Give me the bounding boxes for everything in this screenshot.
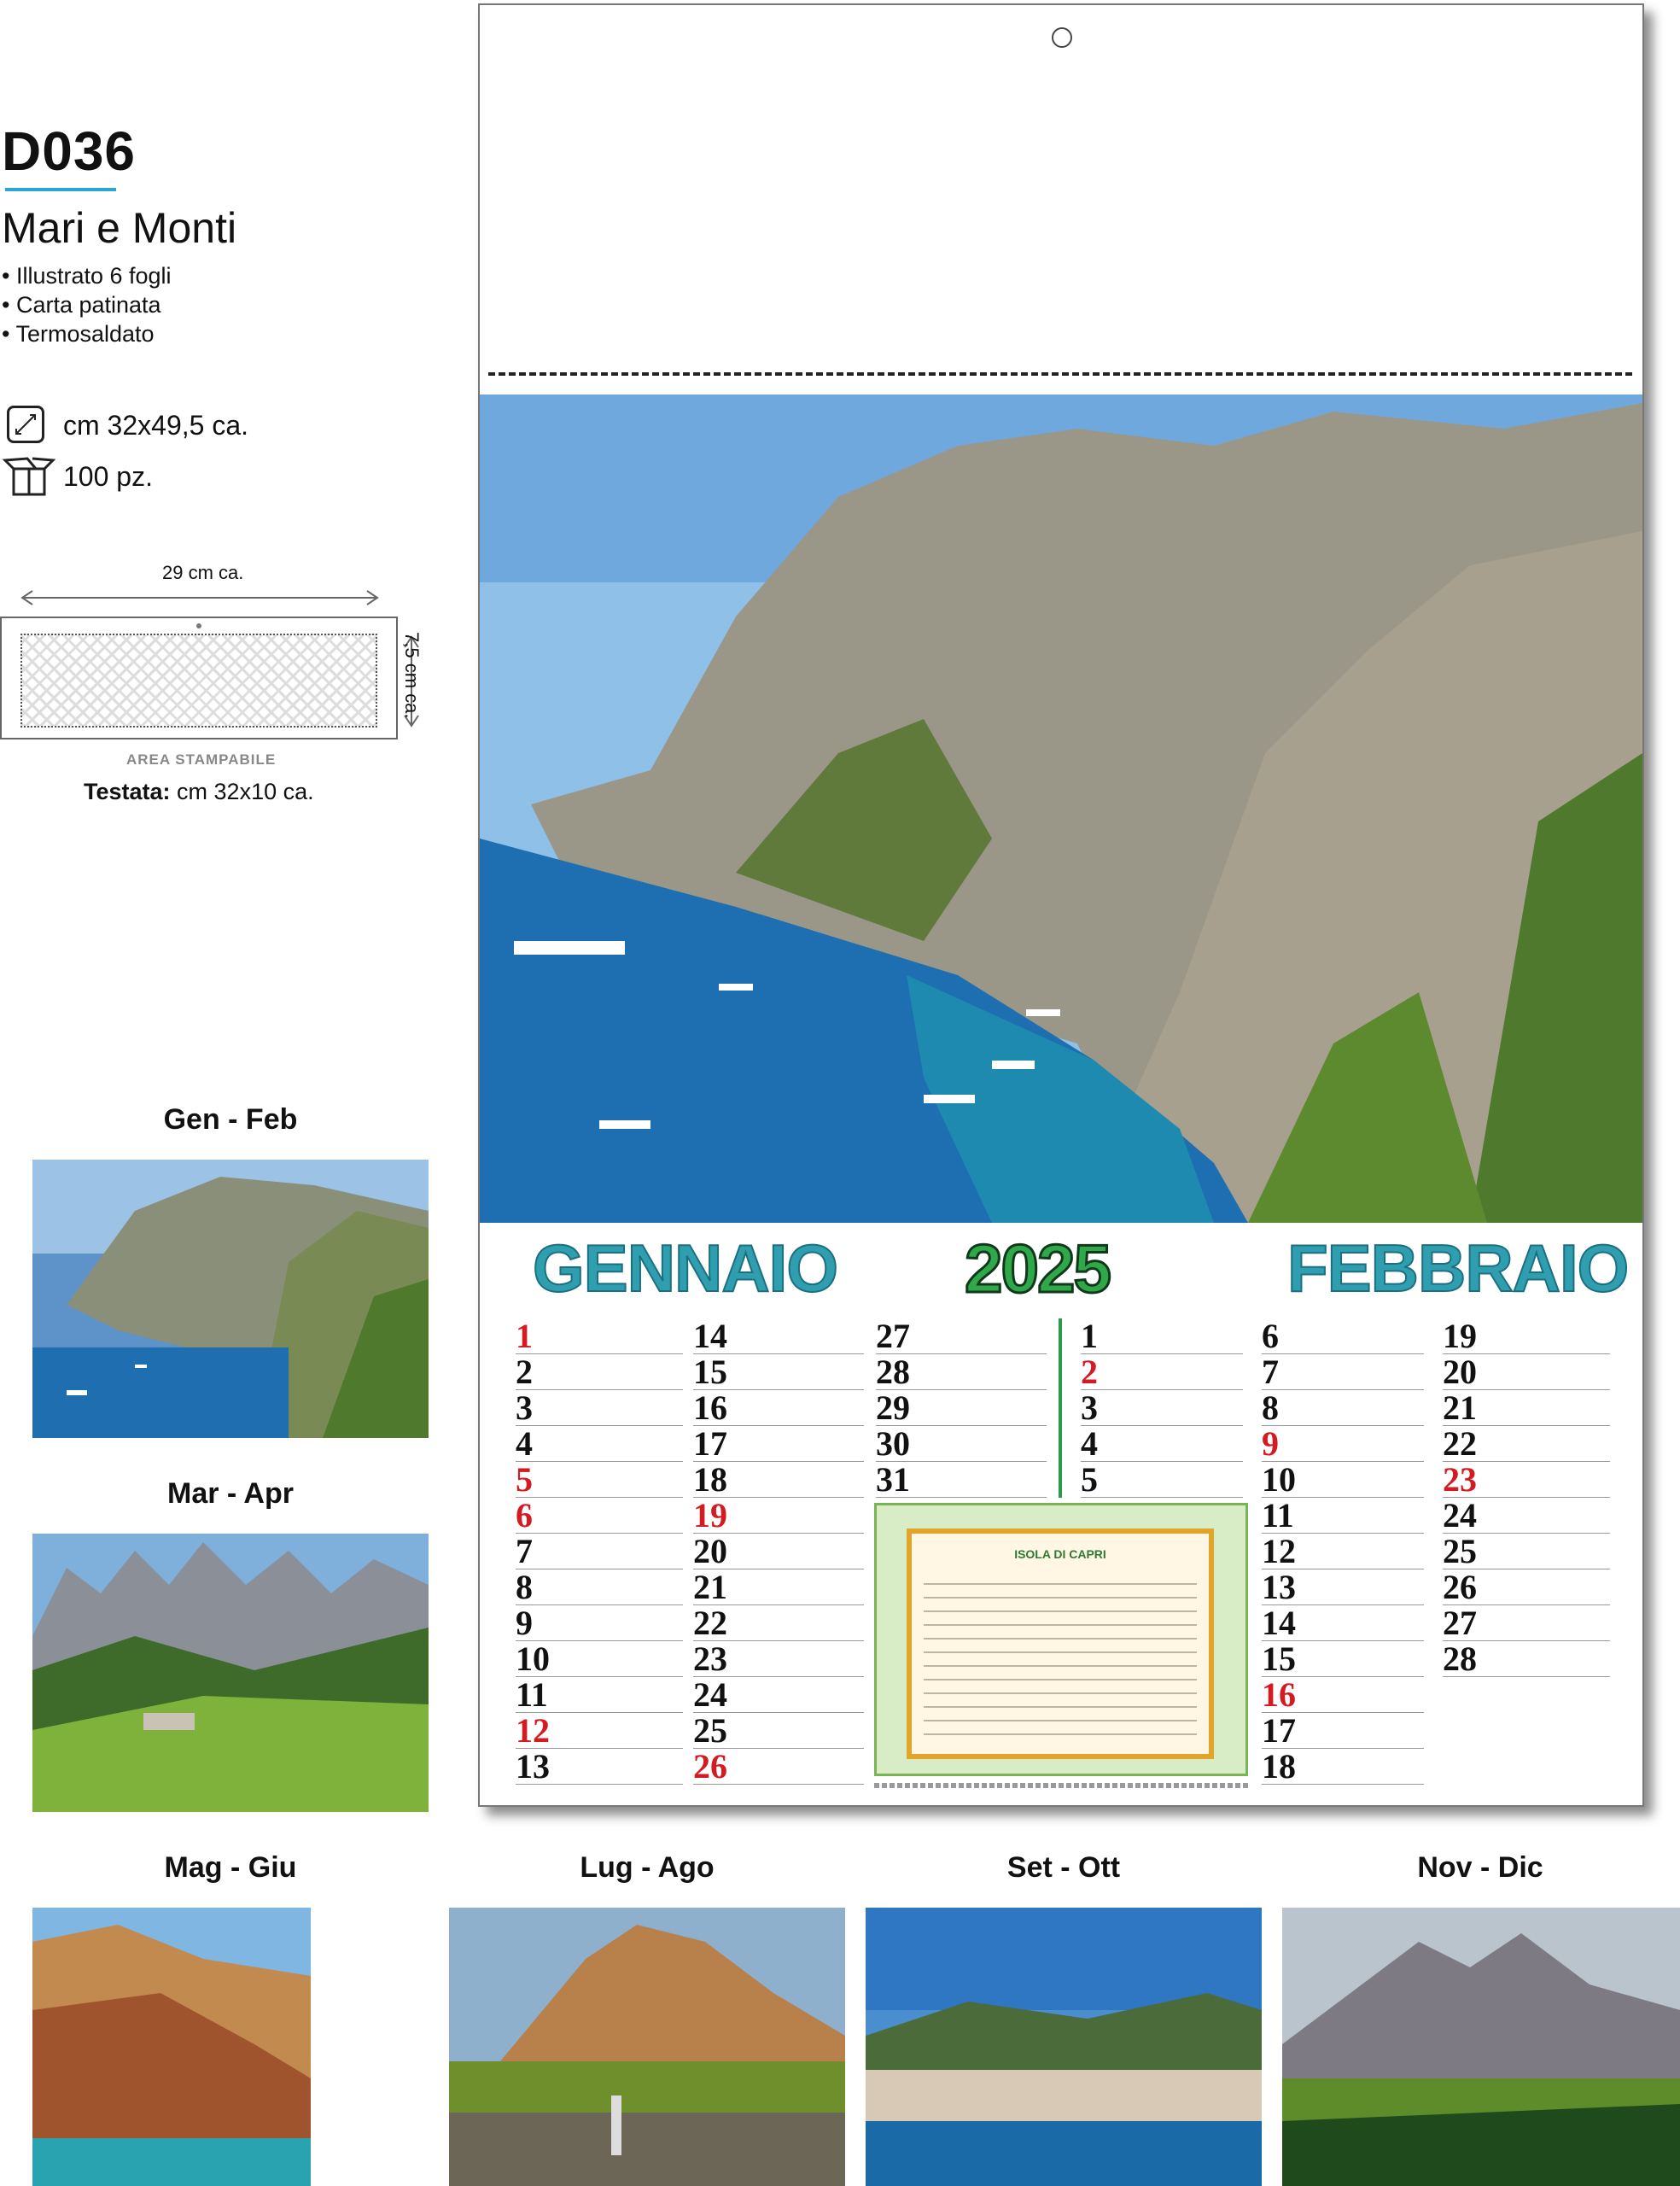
- day-number: 18: [693, 1460, 727, 1499]
- thumb-label: Nov - Dic: [1417, 1851, 1543, 1884]
- day-number: 6: [1262, 1317, 1279, 1355]
- calendar-day: [1262, 1354, 1424, 1390]
- text-line: [924, 1624, 1197, 1626]
- day-number: 10: [516, 1640, 550, 1678]
- day-number: 8: [516, 1568, 533, 1606]
- calendar-day: [876, 1390, 1047, 1426]
- day-number: 13: [1262, 1568, 1296, 1606]
- info-box-text: [924, 1571, 1197, 1735]
- print-area-label: AREA STAMPABILE: [126, 751, 277, 768]
- calendar-day: [1262, 1713, 1424, 1749]
- day-number: 19: [693, 1496, 727, 1534]
- product-code: D036: [2, 120, 136, 182]
- calendar-day: [1262, 1677, 1424, 1713]
- calendar-day: [876, 1426, 1047, 1462]
- thumb-mag-giu: [32, 1908, 429, 2186]
- day-number: 2: [516, 1353, 533, 1391]
- calendar-day: [1262, 1569, 1424, 1605]
- day-number: 28: [876, 1353, 910, 1391]
- day-number: 7: [516, 1532, 533, 1570]
- calendar-day: [693, 1569, 864, 1605]
- calendar-day: [693, 1605, 864, 1641]
- day-number: 16: [693, 1388, 727, 1427]
- code-underline: [5, 188, 116, 191]
- feature-item: • Termosaldato: [2, 321, 155, 347]
- calendar-day: [1443, 1390, 1610, 1426]
- text-line: [924, 1583, 1197, 1585]
- day-number: 25: [693, 1711, 727, 1750]
- thumb-label: Mar - Apr: [167, 1477, 294, 1510]
- calendar-day: [693, 1318, 864, 1354]
- calendar-day: [1443, 1605, 1610, 1641]
- day-number: 3: [516, 1388, 533, 1427]
- calendar-day: [1262, 1749, 1424, 1785]
- day-number: 17: [1262, 1711, 1296, 1750]
- thumb-label: Gen - Feb: [163, 1103, 298, 1136]
- day-number: 30: [876, 1424, 910, 1463]
- day-number: 24: [693, 1675, 727, 1714]
- box-icon: [2, 457, 56, 502]
- info-box-title: ISOLA DI CAPRI: [1014, 1547, 1106, 1561]
- calendar-day: [516, 1641, 683, 1677]
- day-number: 27: [1443, 1604, 1477, 1642]
- hang-hole-dot: [196, 623, 201, 628]
- calendar-day: [1081, 1318, 1243, 1354]
- day-number: 23: [1443, 1460, 1477, 1499]
- calendar-day: [1081, 1462, 1243, 1498]
- february-column-3: [1443, 1318, 1610, 1677]
- day-number: 4: [1081, 1424, 1098, 1463]
- calendar-day: [1081, 1390, 1243, 1426]
- calendar-day: [693, 1498, 864, 1534]
- calendar-day: [1262, 1390, 1424, 1426]
- day-number: 7: [1262, 1353, 1279, 1391]
- hang-hole: [1052, 27, 1072, 48]
- day-number: 29: [876, 1388, 910, 1427]
- text-line: [924, 1679, 1197, 1680]
- print-area: [20, 634, 377, 728]
- day-number: 19: [1443, 1317, 1477, 1355]
- calendar-day: [516, 1534, 683, 1569]
- footnote-text: [874, 1783, 1250, 1788]
- perforation-line: [488, 372, 1632, 376]
- thumb-lug-ago: [449, 1908, 845, 2186]
- day-number: 21: [693, 1568, 727, 1606]
- calendar-day: [693, 1462, 864, 1498]
- day-number: 1: [1081, 1317, 1098, 1355]
- calendar-day: [876, 1462, 1047, 1498]
- day-number: 2: [1081, 1353, 1098, 1391]
- day-number: 16: [1262, 1675, 1296, 1714]
- calendar-day: [516, 1677, 683, 1713]
- thumb-mar-apr: [32, 1534, 429, 1812]
- day-number: 5: [516, 1460, 533, 1499]
- calendar-day: [516, 1713, 683, 1749]
- day-number: 14: [693, 1317, 727, 1355]
- day-number: 22: [1443, 1424, 1477, 1463]
- year-title: 2025: [965, 1230, 1110, 1306]
- calendar-day: [876, 1354, 1047, 1390]
- main-photo: [480, 395, 1642, 1223]
- day-number: 4: [516, 1424, 533, 1463]
- calendar-day: [1262, 1498, 1424, 1534]
- day-number: 11: [1262, 1496, 1294, 1534]
- calendar-day: [693, 1641, 864, 1677]
- text-line: [924, 1665, 1197, 1667]
- day-number: 17: [693, 1424, 727, 1463]
- calendar-day: [516, 1354, 683, 1390]
- calendar-day: [1262, 1318, 1424, 1354]
- text-line: [924, 1720, 1197, 1721]
- day-number: 18: [1262, 1747, 1296, 1786]
- calendar-day: [693, 1677, 864, 1713]
- calendar-day: [693, 1426, 864, 1462]
- day-number: 12: [1262, 1532, 1296, 1570]
- day-number: 11: [516, 1675, 548, 1714]
- day-number: 28: [1443, 1640, 1477, 1678]
- day-number: 24: [1443, 1496, 1477, 1534]
- day-number: 9: [1262, 1424, 1279, 1463]
- day-number: 22: [693, 1604, 727, 1642]
- calendar-day: [516, 1569, 683, 1605]
- product-title: Mari e Monti: [2, 204, 237, 252]
- calendar-day: [516, 1749, 683, 1785]
- text-line: [924, 1733, 1197, 1735]
- day-number: 14: [1262, 1604, 1296, 1642]
- thumb-nov-dic: [1282, 1908, 1680, 2186]
- calendar-day: [1443, 1426, 1610, 1462]
- calendar-day: [693, 1390, 864, 1426]
- feature-item: • Illustrato 6 fogli: [2, 263, 172, 289]
- day-number: 3: [1081, 1388, 1098, 1427]
- calendar-day: [516, 1498, 683, 1534]
- calendar-day: [1262, 1462, 1424, 1498]
- january-column-3: [876, 1318, 1047, 1498]
- day-number: 23: [693, 1640, 727, 1678]
- text-line: [924, 1638, 1197, 1640]
- thumb-label: Lug - Ago: [580, 1851, 715, 1884]
- day-number: 20: [693, 1532, 727, 1570]
- january-column-2: [693, 1318, 864, 1785]
- calendar-day: [1443, 1641, 1610, 1677]
- day-number: 1: [516, 1317, 533, 1355]
- day-number: 26: [693, 1747, 727, 1786]
- calendar-day: [693, 1713, 864, 1749]
- february-column-2: [1262, 1318, 1424, 1785]
- thumb-label: Set - Ott: [1006, 1851, 1121, 1884]
- calendar-day: [693, 1749, 864, 1785]
- day-number: 13: [516, 1747, 550, 1786]
- quantity-value: 100 pz.: [63, 461, 153, 492]
- calendar-day: [1443, 1498, 1610, 1534]
- calendar-day: [1443, 1354, 1610, 1390]
- text-line: [924, 1706, 1197, 1708]
- calendar-day: [516, 1426, 683, 1462]
- day-number: 10: [1262, 1460, 1296, 1499]
- day-number: 15: [1262, 1640, 1296, 1678]
- calendar-day: [1081, 1426, 1243, 1462]
- thumb-gen-feb: [32, 1160, 429, 1438]
- day-number: 26: [1443, 1568, 1477, 1606]
- calendar-day: [1443, 1569, 1610, 1605]
- text-line: [924, 1651, 1197, 1653]
- calendar-day: [1262, 1605, 1424, 1641]
- calendar-day: [516, 1390, 683, 1426]
- day-number: 6: [516, 1496, 533, 1534]
- calendar-day: [876, 1318, 1047, 1354]
- calendar-day: [1081, 1354, 1243, 1390]
- calendar-day: [1443, 1462, 1610, 1498]
- text-line: [924, 1692, 1197, 1694]
- day-number: 20: [1443, 1353, 1477, 1391]
- calendar-day: [693, 1534, 864, 1569]
- day-number: 12: [516, 1711, 550, 1750]
- day-number: 9: [516, 1604, 533, 1642]
- calendar-day: [1443, 1534, 1610, 1569]
- month-january: GENNAIO: [533, 1230, 838, 1306]
- month-divider: [1059, 1318, 1062, 1498]
- calendar-day: [1262, 1534, 1424, 1569]
- thumb-set-ott: [866, 1908, 1262, 2186]
- header-size: [84, 779, 314, 805]
- calendar-day: [1443, 1318, 1610, 1354]
- text-line: [924, 1597, 1197, 1599]
- calendar-day: [516, 1462, 683, 1498]
- january-column-1: [516, 1318, 683, 1785]
- thumb-label: Mag - Giu: [164, 1851, 297, 1884]
- header-size-label: Testata:: [84, 779, 171, 804]
- calendar-day: [516, 1318, 683, 1354]
- feature-item: • Carta patinata: [2, 292, 161, 318]
- calendar-day: [1262, 1426, 1424, 1462]
- day-number: 21: [1443, 1388, 1477, 1427]
- width-arrow-icon: [19, 587, 381, 608]
- size-icon: [7, 406, 44, 443]
- day-number: 8: [1262, 1388, 1279, 1427]
- day-number: 25: [1443, 1532, 1477, 1570]
- day-number: 31: [876, 1460, 910, 1499]
- header-size-value: cm 32x10 ca.: [177, 779, 314, 804]
- february-column-1: [1081, 1318, 1243, 1498]
- size-value: cm 32x49,5 ca.: [63, 410, 248, 441]
- calendar-day: [693, 1354, 864, 1390]
- day-number: 27: [876, 1317, 910, 1355]
- day-number: 5: [1081, 1460, 1098, 1499]
- print-width-label: 29 cm ca.: [162, 562, 244, 583]
- calendar-day: [516, 1605, 683, 1641]
- day-number: 15: [693, 1353, 727, 1391]
- text-line: [924, 1610, 1197, 1612]
- calendar-day: [1262, 1641, 1424, 1677]
- month-february: FEBBRAIO: [1287, 1230, 1629, 1306]
- print-height-label: 7,5 cm ca.: [401, 632, 423, 719]
